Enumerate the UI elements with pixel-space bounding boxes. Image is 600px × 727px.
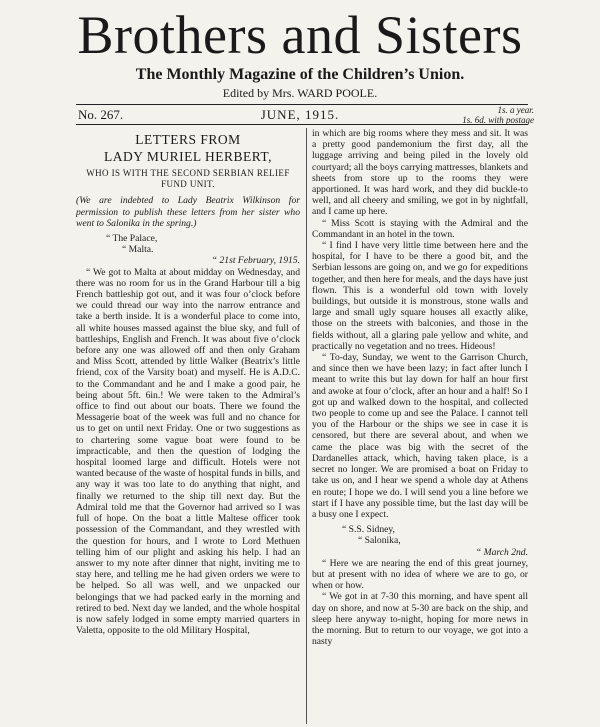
letter-address-2: “ Malta. — [122, 244, 154, 256]
price-yearly: 1s. a year. — [497, 105, 534, 115]
byline-line2: FUND UNIT. — [161, 179, 215, 190]
issue-number: No. 267. — [78, 107, 124, 122]
article-heading-line1: LETTERS FROM — [135, 132, 241, 147]
editorial-note: (We are indebted to Lady Beatrix Wilkinson for permission to publish these letters from her sister who went to Salonika in the spring.) — [76, 195, 300, 229]
magazine-title: Brothers and Sisters — [77, 5, 523, 65]
letter-date-1: “ 21st February, 1915. — [211, 255, 300, 267]
byline-line1: WHO IS WITH THE SECOND SERBIAN RELIEF — [86, 168, 290, 178]
letter-address-1: “ The Palace, — [106, 233, 158, 245]
left-column — [76, 130, 300, 724]
place-line: “ Salonika, — [358, 535, 401, 547]
price-postage: 1s. 6d. with postage — [462, 115, 534, 125]
magazine-subtitle: The Monthly Magazine of the Children’s Union. — [135, 66, 465, 83]
paragraph: “ Miss Scott is staying with the Admiral and the Commandant in an hotel in the town. — [312, 217, 528, 240]
paragraph: “ We got in at 7-30 this morning, and have spent all day on shore, and now at 5-30 are back on the ship, and sleep here anyway to-night, hoping for more news in the morning. But to return to our voyage, we got into a nasty — [312, 591, 528, 648]
top-rule — [76, 104, 528, 105]
column-divider — [306, 128, 307, 724]
paragraph: “ We got to Malta at about midday on Wednesday, and there was no room for us in the Grand Harbour till a big French battleship got out, and it was four o’clock before we could thread our way into the narrow entrance and take a berth inside. It is a wonderful place to come into, all white houses massed against the blue sky, and full of battleships, English and French. It was about five o’clock before any one was allowed off and then only Graham and Miss Scott, attended by little Walker (Beatrix’s little friend, cox of the Varsity boat) and myself. He is A.D.C. to the Commandant and he and I make a good pair, he being about 5ft. 6in.! We were taken to the Admiral’s office to find out about our boats. There we found the Messagerie boat of the week was full and no chance for us to get on until next Friday. One or two suggestions as to chartering some vague boat were found to be impracticable, and then the question of lodging the hospital loomed large and difficult. Hotels were not wanted because of the waste of hospital funds in bills, and any way it was too late to do anything that night, and finally we returned to the ship till next day. But the Admiral told me that the Governor had arrived so I was full of hope. On the boat a little Maltese officer took possession of the Commandant, and they wrestled with the question for hours, and I wrote to Lord Methuen telling him of our plight and asking his help. I had an answer to my note after dinner that night, inviting me to stay here, and telling me he had given orders we were to be helped. So all was well, and we unpacked our belongings that we had packed early in the morning and retired to bed. Next day we landed, and the whole hospital is now safely lodged in some empty married quarters in Valetta, opposite to the old Military Hospital, — [76, 266, 300, 637]
ship-line: “ S.S. Sidney, — [342, 524, 395, 536]
paragraph: in which are big rooms where they mess and sit. It was a pretty good pandemonium the first day, all the luggage arriving and being piled in the lovely old courtyard; all the boys carrying mattresses, blankets and sheets from store up to the rooms they were apportioned. It was hard work, and they did buckle-to well, and all cheery and smiling, we got in by nightfall, and I came up here. — [312, 128, 528, 218]
bottom-rule — [76, 124, 528, 125]
paragraph: “ Here we are nearing the end of this great journey, but at present with no idea of where we are to go, or when or how. — [312, 557, 528, 592]
letter-date-2: “ March 2nd. — [475, 546, 528, 558]
paragraph: “ I find I have very little time between here and the hospital, for I have to be there a good bit, and the Serbian lessons are going on, and we go for expeditions together, and then here for meals, and the days have just flown. This is a wonderful old town with lovely buildings, but outside it is monstrous, stone walls and large and small ugly square houses all exactly alike, those on the streets with balconies, and those in the fields without, all a glaring pale yellow and white, and practically no vegetation and no trees. Hideous! — [312, 240, 528, 352]
issue-price — [462, 105, 534, 125]
issue-date: JUNE, 1915. — [260, 107, 340, 122]
paragraph: “ To-day, Sunday, we went to the Garrison Church, and since then we have been lazy; in fact after lunch I meant to write this but lay down for half an hour first and awoke at four o’clock, after an hour and a half! So I got up and walked down to the hospital, and collected two people to come up and see the Palace. I cannot tell you of the Harbour or the ships we see in case it is censored, but there are several about, and when we came the place was big with the secret of the Dardanelles attack, which, having taken place, is a secret no longer. We are promised a boat on Friday to take us on, and I hear we spend a whole day at Athens en route; I hope we do. I will send you a line before we start if I have any possible time, but the last day will be a busy one I expect. — [312, 352, 528, 520]
editor-line: Edited by Mrs. WARD POOLE. — [222, 86, 378, 100]
article-heading-line2: LADY MURIEL HERBERT, — [103, 149, 273, 164]
right-column — [312, 128, 528, 722]
